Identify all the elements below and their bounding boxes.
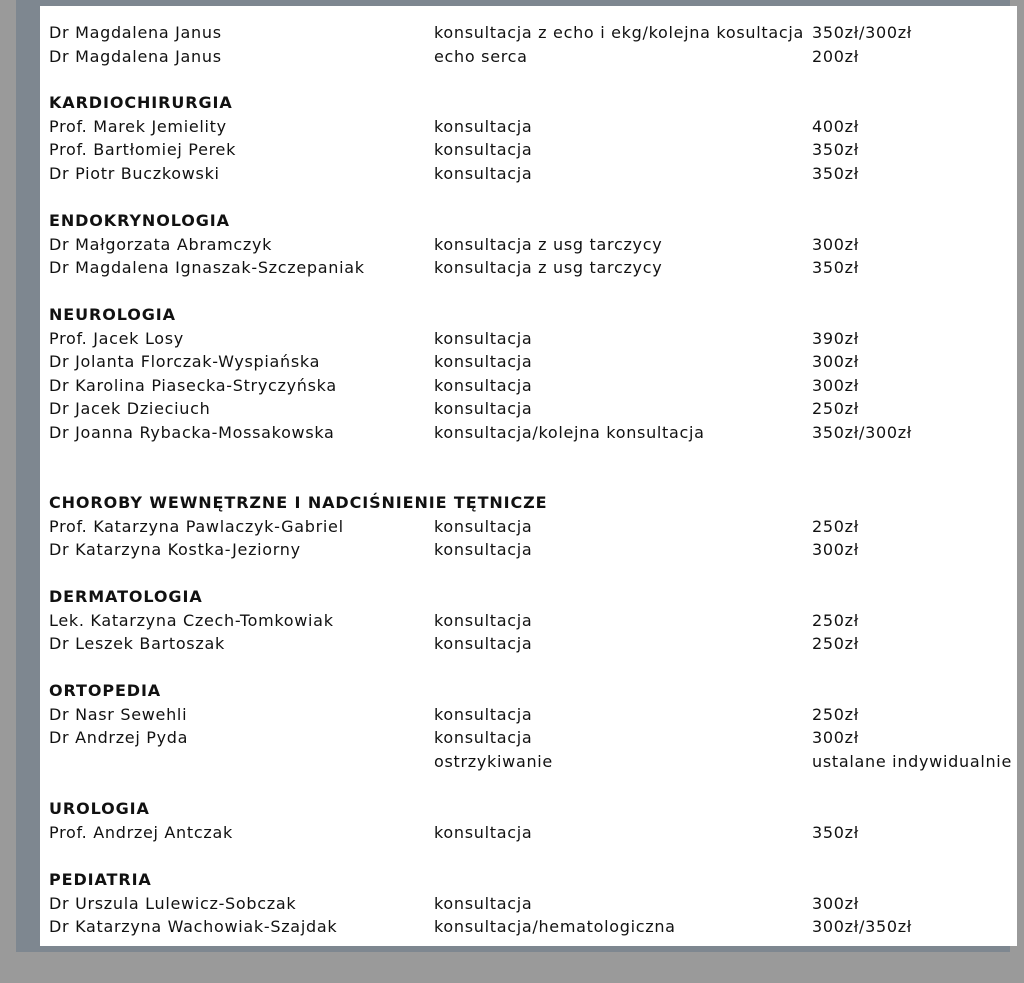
section-heading: ORTOPEDIA <box>49 681 162 700</box>
price-value: 300zł <box>812 352 859 371</box>
service-name: konsultacja/kolejna konsultacja <box>434 422 705 442</box>
doctor-name: Dr Magdalena Janus <box>49 46 222 66</box>
doctor-name: Dr Jolanta Florczak-Wyspiańska <box>49 352 321 371</box>
section-heading: PEDIATRIA <box>49 870 152 889</box>
doctor-name: Dr Leszek Bartoszak <box>49 634 225 653</box>
doctor-name: Dr Katarzyna Kostka-Jeziorny <box>49 540 301 559</box>
service-name: konsultacja <box>434 163 533 183</box>
section-heading: UROLOGIA <box>49 799 150 818</box>
doctor-name: Dr Małgorzata Abramczyk <box>49 234 273 254</box>
page-frame <box>16 0 1010 952</box>
doctor-name: Prof. Jacek Losy <box>49 328 184 348</box>
price-value: 350zł/300zł <box>812 422 913 442</box>
service-name: konsultacja <box>434 704 533 724</box>
doctor-name: Dr Nasr Sewehli <box>49 704 188 724</box>
doctor-name: Prof. Katarzyna Pawlaczyk-Gabriel <box>49 516 344 536</box>
service-name: konsultacja <box>434 116 533 136</box>
price-list-sheet <box>40 6 1017 946</box>
price-value: 350zł <box>812 258 859 277</box>
service-name: konsultacja/hematologiczna <box>434 917 676 936</box>
price-value: 400zł <box>812 116 859 136</box>
doctor-name: Dr Magdalena Janus <box>49 23 222 42</box>
service-name: konsultacja <box>434 634 533 653</box>
price-value: 250zł <box>812 610 859 630</box>
service-name: konsultacja z usg tarczycy <box>434 258 663 277</box>
price-value: 300zł <box>812 893 859 913</box>
price-value: 300zł/350zł <box>812 917 913 936</box>
doctor-name: Prof. Andrzej Antczak <box>49 822 233 842</box>
doctor-name: Dr Urszula Lulewicz-Sobczak <box>49 893 297 913</box>
price-value: 300zł <box>812 728 859 747</box>
doctor-name: Dr Magdalena Ignaszak-Szczepaniak <box>49 258 365 277</box>
price-value: ustalane indywidualnie <box>812 751 1012 771</box>
doctor-name: Prof. Marek Jemielity <box>49 116 227 136</box>
doctor-name: Prof. Bartłomiej Perek <box>49 140 237 159</box>
section-heading: ENDOKRYNOLOGIA <box>49 211 230 230</box>
price-value: 250zł <box>812 516 859 536</box>
doctor-name: Dr Karolina Piasecka-Stryczyńska <box>49 375 337 395</box>
service-name: konsultacja <box>434 352 533 371</box>
price-value: 300zł <box>812 375 859 395</box>
doctor-name: Dr Joanna Rybacka-Mossakowska <box>49 422 335 442</box>
service-name: konsultacja <box>434 540 533 559</box>
service-name: konsultacja <box>434 728 533 747</box>
service-name: ostrzykiwanie <box>434 751 553 771</box>
doctor-name: Dr Piotr Buczkowski <box>49 163 220 183</box>
price-list <box>40 6 1017 946</box>
service-name: konsultacja z echo i ekg/kolejna kosultacja <box>434 23 804 42</box>
price-value: 200zł <box>812 46 859 66</box>
service-name: konsultacja <box>434 516 533 536</box>
price-value: 350zł <box>812 822 859 842</box>
section-heading: DERMATOLOGIA <box>49 587 203 606</box>
price-value: 390zł <box>812 328 859 348</box>
service-name: konsultacja <box>434 822 533 842</box>
service-name: konsultacja <box>434 610 533 630</box>
service-name: konsultacja <box>434 328 533 348</box>
price-value: 350zł <box>812 163 859 183</box>
service-name: echo serca <box>434 46 528 66</box>
section-heading: CHOROBY WEWNĘTRZNE I NADCIŚNIENIE TĘTNICZE <box>49 493 548 512</box>
price-value: 250zł <box>812 634 859 653</box>
doctor-name: Dr Jacek Dzieciuch <box>49 399 211 418</box>
doctor-name: Dr Andrzej Pyda <box>49 728 189 747</box>
service-name: konsultacja z usg tarczycy <box>434 234 663 254</box>
service-name: konsultacja <box>434 893 533 913</box>
price-value: 350zł <box>812 140 859 159</box>
service-name: konsultacja <box>434 399 533 418</box>
price-value: 250zł <box>812 704 859 724</box>
price-value: 300zł <box>812 234 859 254</box>
section-heading: KARDIOCHIRURGIA <box>49 93 233 112</box>
section-heading: NEUROLOGIA <box>49 305 176 324</box>
price-value: 350zł/300zł <box>812 23 913 42</box>
service-name: konsultacja <box>434 140 533 159</box>
doctor-name: Dr Katarzyna Wachowiak-Szajdak <box>49 917 338 936</box>
doctor-name: Lek. Katarzyna Czech-Tomkowiak <box>49 610 334 630</box>
service-name: konsultacja <box>434 375 533 395</box>
price-value: 250zł <box>812 399 859 418</box>
price-value: 300zł <box>812 540 859 559</box>
